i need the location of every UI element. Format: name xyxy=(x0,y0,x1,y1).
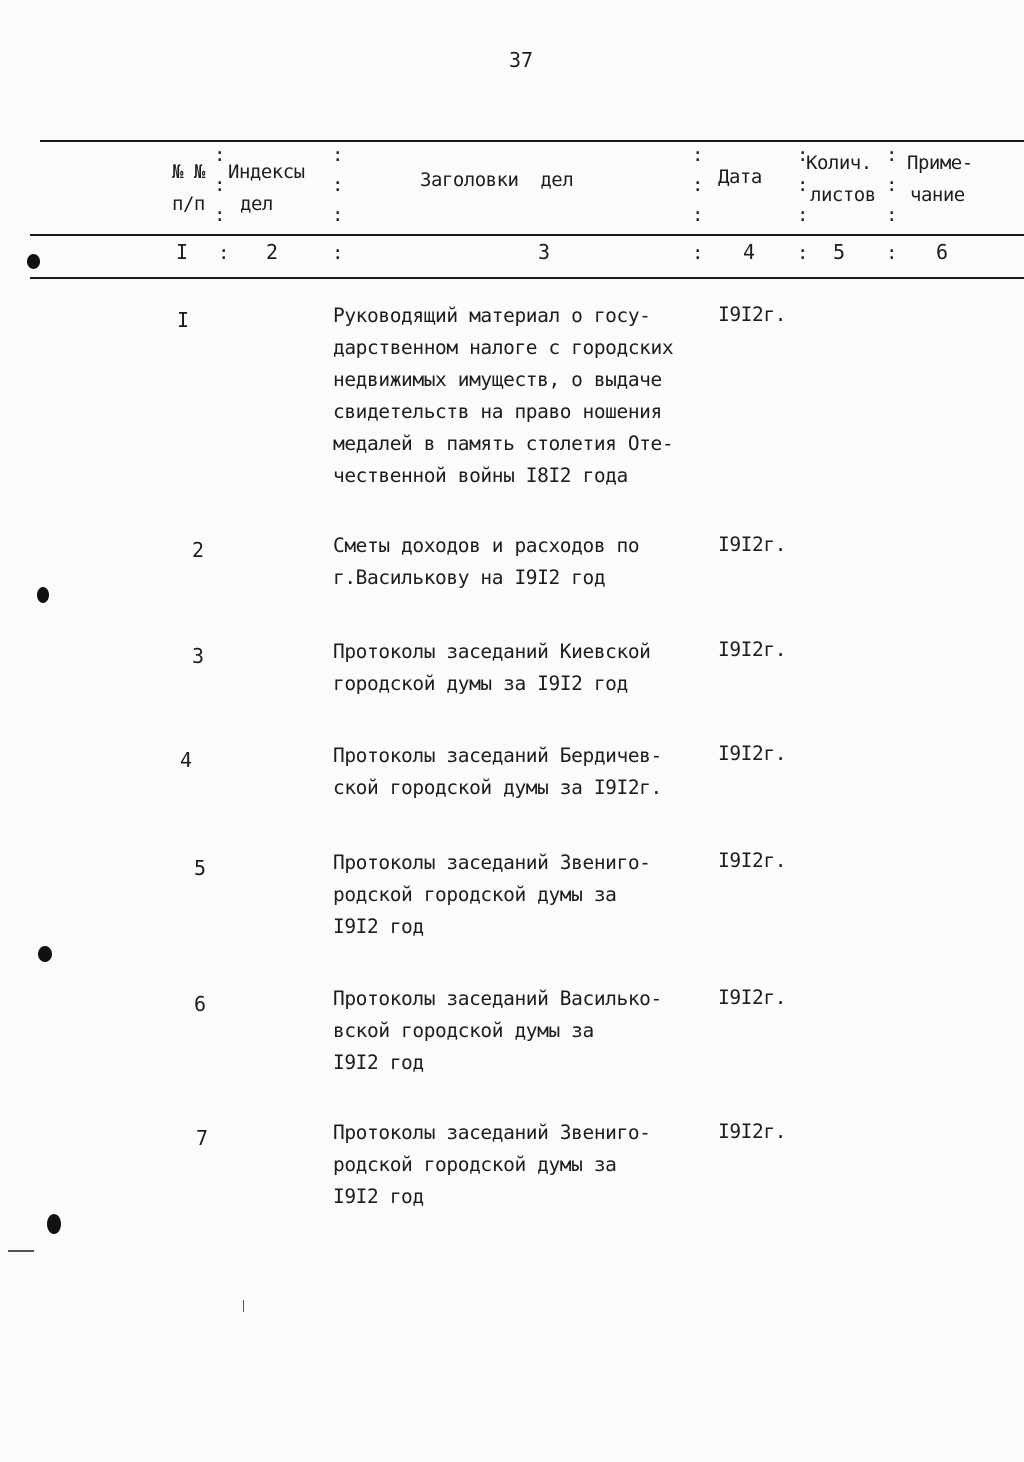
row-date: I9I2г. xyxy=(718,986,787,1009)
header-index-line1: Индексы xyxy=(228,161,305,183)
column-number: 2 xyxy=(266,240,279,264)
row-title: Протоколы заседаний Бердичев- ской городской думы за I9I2г. xyxy=(333,744,662,799)
row-number: 3 xyxy=(192,644,205,668)
header-note-line1: Приме- xyxy=(907,152,973,174)
header-separator: : : : xyxy=(332,144,344,226)
binder-hole-mark xyxy=(47,1214,61,1234)
binder-hole-mark xyxy=(37,587,49,603)
margin-stroke xyxy=(243,1300,244,1312)
table-top-rule xyxy=(40,140,1024,142)
row-date: I9I2г. xyxy=(718,1120,787,1143)
row-number: 2 xyxy=(192,538,205,562)
column-number: I xyxy=(176,240,189,264)
header-num-line2: п/п xyxy=(172,193,205,215)
row-date: I9I2г. xyxy=(718,303,787,326)
header-separator: : : : xyxy=(692,144,704,226)
row-date: I9I2г. xyxy=(718,742,787,765)
row-title: Сметы доходов и расходов по г.Василькову на I9I2 год xyxy=(333,534,640,589)
column-number: 6 xyxy=(936,240,949,264)
row-date: I9I2г. xyxy=(718,638,787,661)
row-title: Протоколы заседаний Киевской городской думы за I9I2 год xyxy=(333,640,651,695)
column-separator: : xyxy=(797,242,809,264)
row-date: I9I2г. xyxy=(718,533,787,556)
header-separator: : : : xyxy=(886,144,898,226)
header-separator: : : : xyxy=(214,144,226,226)
header-titles: Заголовки дел xyxy=(420,169,574,191)
column-number: 4 xyxy=(743,240,756,264)
header-bottom-rule xyxy=(30,234,1024,236)
binder-hole-mark xyxy=(38,946,52,962)
column-number: 5 xyxy=(833,240,846,264)
row-title: Руководящий материал о госу- дарственном налоге с городских недвижимых имуществ, о выдаче свидетельств на право ношения медалей в память столетия Оте- чественной войны I8I2 года xyxy=(333,304,674,487)
header-count-line1: Колич. xyxy=(806,152,872,174)
margin-stroke xyxy=(8,1250,34,1252)
row-number: 6 xyxy=(194,992,207,1016)
binder-hole-mark xyxy=(27,254,40,269)
header-separator: : : : xyxy=(797,144,809,226)
row-number: 4 xyxy=(180,748,193,772)
column-separator: : xyxy=(692,242,704,264)
header-num-line1: № № xyxy=(172,161,205,183)
column-number: 3 xyxy=(538,240,551,264)
row-number: I xyxy=(177,308,190,332)
column-separator: : xyxy=(886,242,898,264)
row-title: Протоколы заседаний Звениго- родской городской думы за I9I2 год xyxy=(333,1121,651,1208)
header-date: Дата xyxy=(718,166,762,188)
column-numbers-bottom-rule xyxy=(30,277,1024,279)
page-number: 37 xyxy=(509,48,534,72)
row-number: 7 xyxy=(196,1126,209,1150)
row-date: I9I2г. xyxy=(718,849,787,872)
header-count-line2: листов xyxy=(810,184,876,206)
row-title: Протоколы заседаний Звениго- родской городской думы за I9I2 год xyxy=(333,851,651,938)
header-index-line2: дел xyxy=(240,193,273,215)
header-note-line2: чание xyxy=(910,184,965,206)
row-title: Протоколы заседаний Василько- вской городской думы за I9I2 год xyxy=(333,987,662,1074)
column-separator: : xyxy=(218,242,230,264)
column-separator: : xyxy=(332,242,344,264)
row-number: 5 xyxy=(194,856,207,880)
